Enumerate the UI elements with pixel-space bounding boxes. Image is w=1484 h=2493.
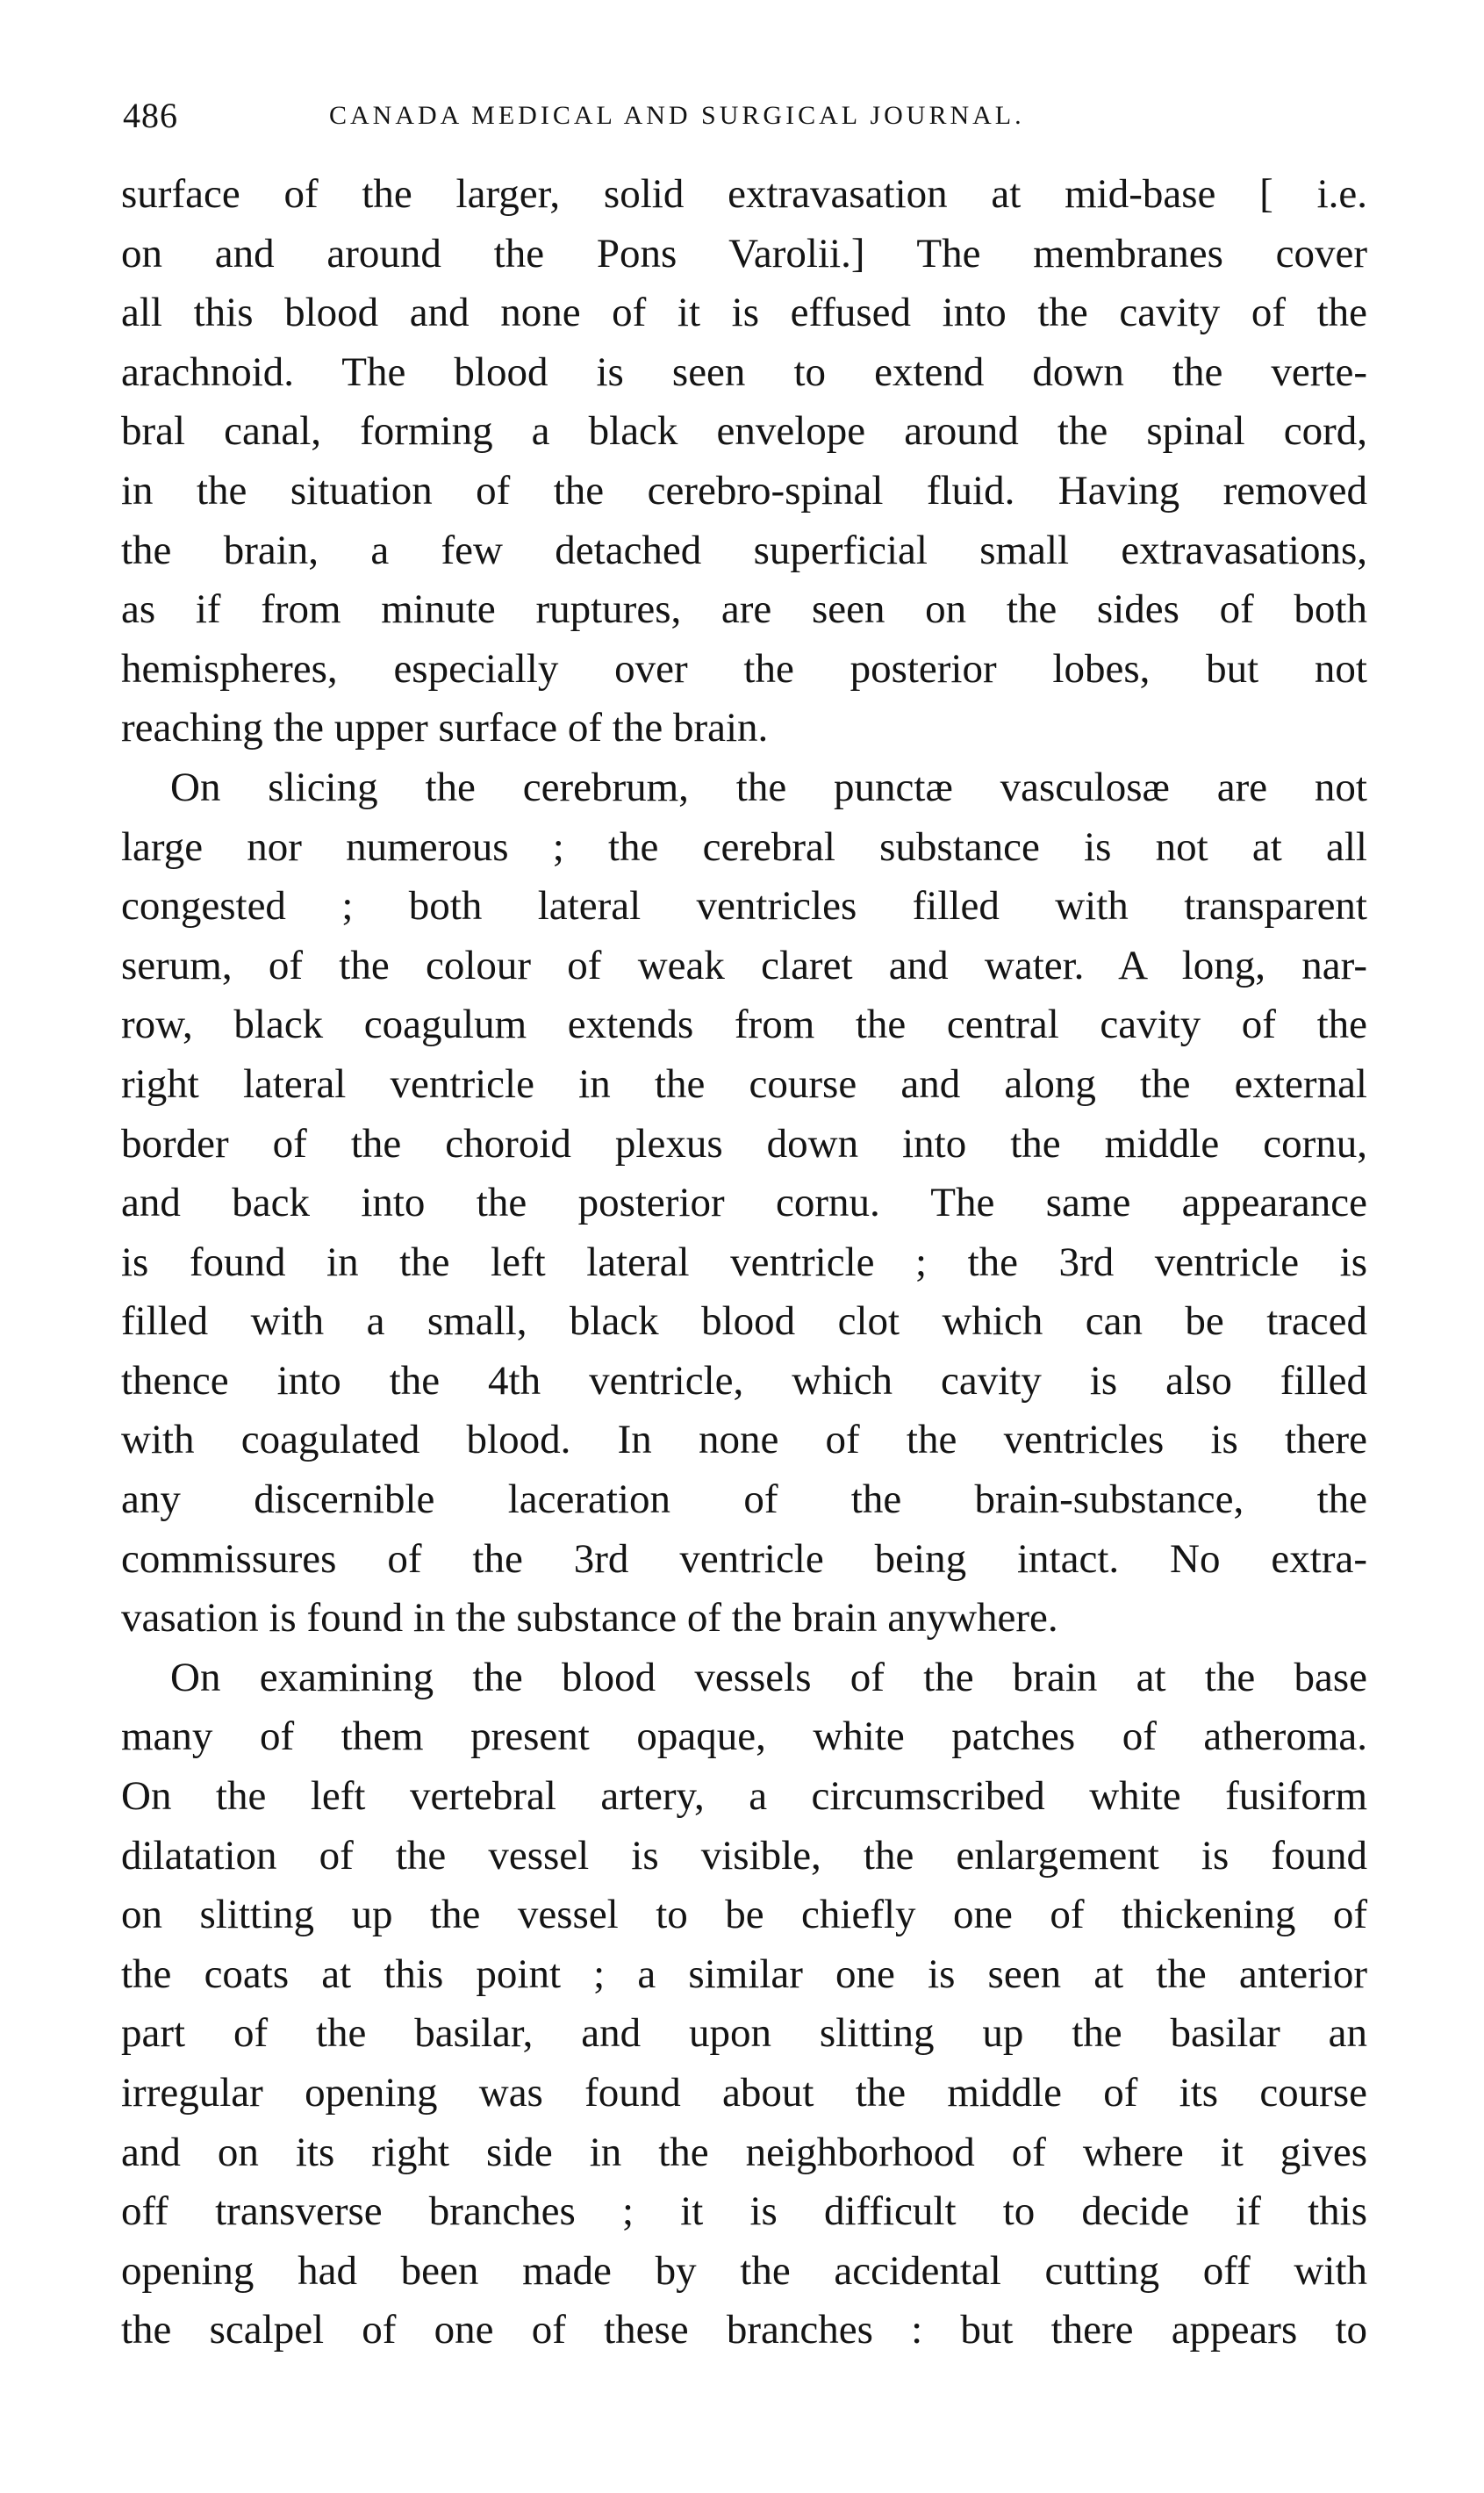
text-line: On slicing the cerebrum, the punctæ vasculosæ are not (170, 764, 1367, 810)
text-line: large nor numerous ; the cerebral substance is not at all (121, 823, 1367, 870)
page-number: 486 (123, 96, 178, 135)
text-line: as if from minute ruptures, are seen on the sides of both (121, 586, 1367, 633)
text-line: bral canal, forming a black envelope around the spinal cord, (121, 408, 1367, 455)
text-line: is found in the left lateral ventricle ; the 3rd ventricle is (121, 1239, 1367, 1285)
text-line: congested ; both lateral ventricles filled with transparent (121, 883, 1367, 930)
text-line: and back into the posterior cornu. The same appearance (121, 1180, 1367, 1226)
text-line: the scalpel of one of these branches : but there appears to (121, 2307, 1367, 2353)
text-line: border of the choroid plexus down into the middle cornu, (121, 1120, 1367, 1167)
text-line: any discernible laceration of the brain-substance, the (121, 1476, 1367, 1523)
text-line: serum, of the colour of weak claret and water. A long, nar- (121, 942, 1367, 988)
text-line: right lateral ventricle in the course and along the external (121, 1060, 1367, 1107)
paragraph-3 (121, 1649, 1367, 2360)
text-line: vasation is found in the substance of the brain anywhere. (121, 1595, 1058, 1642)
text-line: arachnoid. The blood is seen to extend down the verte- (121, 348, 1367, 395)
text-line: thence into the 4th ventricle, which cavity is also filled (121, 1357, 1367, 1404)
text-line: dilatation of the vessel is visible, the enlargement is found (121, 1832, 1367, 1879)
text-line: on slitting up the vessel to be chiefly one of thickening of (121, 1892, 1367, 1938)
text-line: all this blood and none of it is effused into the cavity of the (121, 290, 1367, 336)
text-line: part of the basilar, and upon slitting up the basilar an (121, 2010, 1367, 2057)
text-line: many of them present opaque, white patches of atheroma. (121, 1713, 1367, 1760)
article-body (121, 165, 1367, 2360)
text-line: the coats at this point ; a similar one is seen at the anterior (121, 1951, 1367, 1997)
text-line: hemispheres, especially over the posterior lobes, but not (121, 645, 1367, 692)
text-line: irregular opening was found about the middle of its course (121, 2070, 1367, 2116)
paragraph-2 (121, 758, 1367, 1649)
running-head (123, 90, 1369, 142)
text-line: and on its right side in the neighborhood of where it gives (121, 2129, 1367, 2175)
paragraph-1 (121, 165, 1367, 758)
text-line: off transverse branches ; it is difficult to decide if this (121, 2188, 1367, 2235)
text-line: opening had been made by the accidental cutting off with (121, 2247, 1367, 2294)
text-line: On the left vertebral artery, a circumscribed white fusiform (121, 1773, 1367, 1820)
text-line: on and around the Pons Varolii.] The membranes cover (121, 230, 1367, 277)
text-line: surface of the larger, solid extravasation at mid-base [ i.e. (121, 171, 1367, 217)
journal-title: CANADA MEDICAL AND SURGICAL JOURNAL. (329, 101, 1025, 130)
text-line: with coagulated blood. In none of the ventricles is there (121, 1417, 1367, 1463)
text-line: reaching the upper surface of the brain. (121, 705, 769, 751)
text-line: commissures of the 3rd ventricle being intact. No extra- (121, 1535, 1367, 1582)
text-line: the brain, a few detached superficial small extravasations, (121, 527, 1367, 573)
text-line: row, black coagulum extends from the central cavity of the (121, 1002, 1367, 1048)
text-line: filled with a small, black blood clot which can be traced (121, 1298, 1367, 1345)
text-line: in the situation of the cerebro-spinal fluid. Having removed (121, 467, 1367, 514)
text-line: On examining the blood vessels of the brain at the base (170, 1654, 1367, 1700)
